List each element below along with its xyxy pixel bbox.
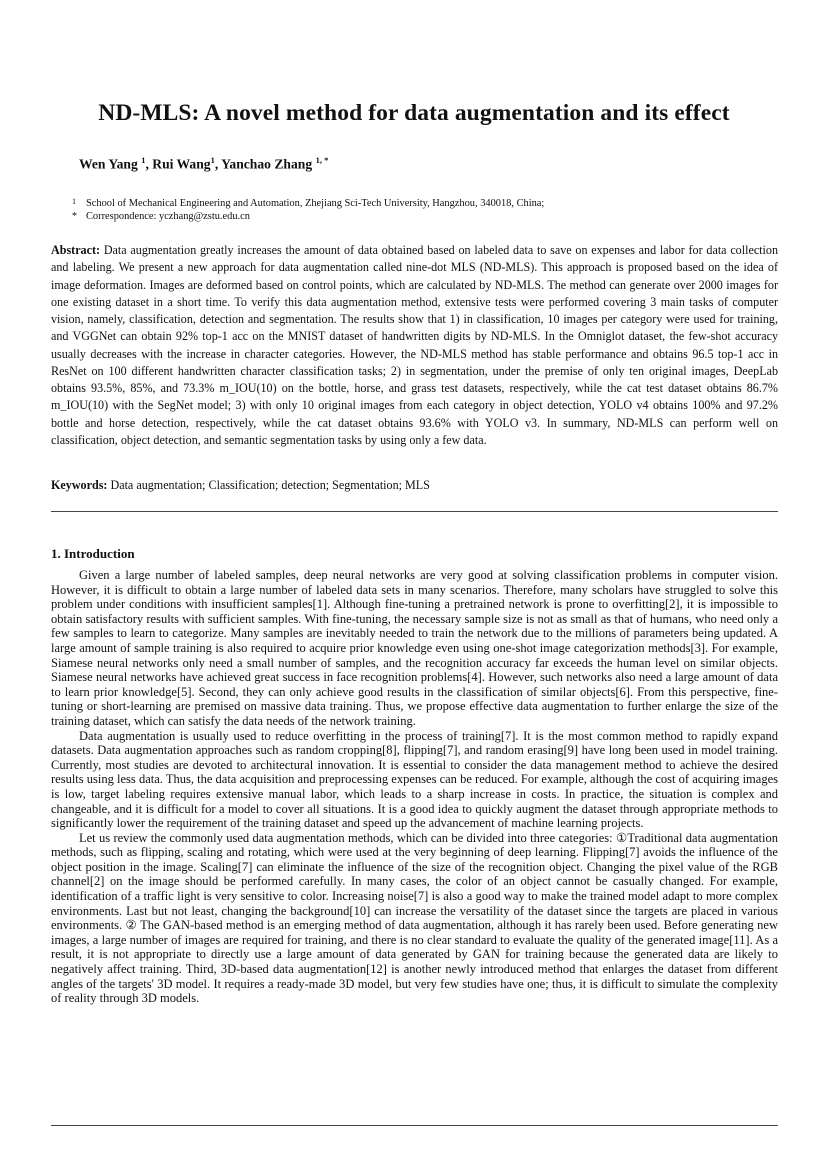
author-separator: , <box>214 156 222 172</box>
abstract-label: Abstract: <box>51 243 101 257</box>
affiliation-mark: 1 <box>72 197 76 206</box>
keywords <box>51 477 778 494</box>
body-paragraph: Let us review the commonly used data augmentation methods, which can be divided into three categories: ①Traditional data augmentation methods, such as flipping, scaling and rotating, which were used at the very beginning of deep learning. Flipping[7] avoids the influence of the object position in the image. Scaling[7] can eliminate the influence of the size of the recognition object. Changing the pixel value of the RGB channel[2] on the image should be performed carefully. In many cases, the color of an object cannot be casually changed. For example, identification of a traffic light is very sensitive to color. Increasing noise[7] is also a good way to make the trained model adapt to more complex environments. Last but not least, changing the background[10] can increase the versatility of the dataset since the targets are placed in various environments. ② The GAN-based method is an emerging method of data augmentation, although it has rarely been used. Before generating new images, a large number of images are required for training, and there is no clear standard to evaluate the quality of the generated image[11]. As a result, it is not appropriate to directly use a large amount of data generated by GAN for training because the generated data are likely to negatively affect training. Third, 3D-based data augmentation[12] is another newly introduced method that enlarges the dataset from different angles of the targets' 3D model. It requires a ready-made 3D model, but very few studies have one; thus, it is difficult to simulate the complexity of reality through 3D models. <box>51 830 778 1006</box>
footer-divider <box>51 1125 778 1126</box>
author-affiliation-mark: 1, * <box>315 155 329 165</box>
body-paragraph: Given a large number of labeled samples, deep neural networks are very good at solving classification problems in computer vision. However, it is difficult to obtain a large number of labeled data sets in many scenarios. Therefore, many scholars have struggled to solve this problem under conditions with insufficient samples[1]. Although fine-tuning a pretrained network is prone to overfitting[2], it is impossible to obtain satisfactory results with sufficient samples. With fine-tuning, the necessary sample size is not as small as that of humans, who need only a few samples to learn to categorize. Many samples are inevitably needed to train the network due to the millions of parameters being updated. A large amount of sample training is also required to acquire prior knowledge even using one-shot image categorization methods[3]. For example, Siamese neural networks only need a small number of samples, and the recognition accuracy far exceeds the human level on similar objects. Siamese neural networks have achieved great success in face recognition problems[4]. However, such networks also need a large amount of data to learn prior knowledge[5]. Second, they can only achieve good results in the classification of similar objects[6]. From this perspective, fine-tuning or short-learning are premised on massive data training. Thus, we propose effective data augmentation to further enlarge the size of the training dataset, which can satisfy the data needs of the network training. <box>51 568 778 728</box>
correspondence-line <box>72 210 250 224</box>
author-name: Rui Wang <box>152 156 211 172</box>
correspondence-mark: * <box>72 211 77 222</box>
abstract-text: Data augmentation greatly increases the amount of data obtained based on labeled data to save on expenses and labor for data collection and labeling. We present a new approach for data augmentation called nine-dot MLS (ND-MLS). This approach is proposed based on the idea of image deformation. Images are deformed based on control points, which are calculated by ND-MLS. The method can generate over 2000 images for one existing dataset in a short time. To verify this data augmentation method, extensive tests were performed covering 3 main tasks of computer vision, namely, classification, detection and segmentation. The results show that 1) in classification, 10 images per category were used for training, and VGGNet can obtain 92% top-1 acc on the MNIST dataset of handwritten digits by ND-MLS. In the Omniglot dataset, the few-shot accuracy usually decreases with the increase in character categories. However, the ND-MLS method has stable performance and obtains 96.5 top-1 acc in ResNet on 100 different handwritten character classification tasks; 2) in segmentation, under the premise of only ten original images, DeepLab obtains 93.5%, 85%, and 73.3% m_IOU(10) on the bottle, horse, and grass test datasets, respectively, while the cat test dataset obtains 86.7% m_IOU(10) with the SegNet model; 3) with only 10 original images from each category in object detection, YOLO v4 obtains 100% and 97.2% bottle and horse detection, respectively, while the cat dataset obtains 93.6% with YOLO v3. In summary, ND-MLS can perform well on classification, object detection, and semantic segmentation tasks by using only a few data. <box>51 243 778 447</box>
keywords-text: Data augmentation; Classification; detection; Segmentation; MLS <box>110 478 430 492</box>
section-body <box>51 568 778 1006</box>
affiliation-text: School of Mechanical Engineering and Automation, Zhejiang Sci-Tech University, Hangzhou, 340018, China; <box>86 198 545 209</box>
affiliation-line <box>72 195 544 211</box>
correspondence-text: Correspondence: yczhang@zstu.edu.cn <box>86 211 250 222</box>
author-affiliation-mark: 1 <box>210 155 215 165</box>
author-affiliation-mark: 1 <box>141 155 146 165</box>
keywords-label: Keywords: <box>51 478 108 492</box>
body-paragraph: Data augmentation is usually used to reduce overfitting in the process of training[7]. It is the most common method to rapidly expand datasets. Data augmentation approaches such as random cropping[8], flipping[7], and random erasing[9] have long been used in model training. Currently, most studies are devoted to architectural innovation. It is essential to consider the data management method to achieve the desired results using less data. Thus, the data acquisition and preprocessing expenses can be reduced. For example, although the cost of acquiring images is low, target labeling requires extensive manual labor, which leads to a sharp increase in costs. In practice, the situation is complex and changeable, and it is difficult for a model to cover all situations. It is a good idea to quickly augment the dataset through appropriate methods to significantly lower the requirement of the training dataset and speed up the advancement of machine learning projects. <box>51 728 778 831</box>
author-list <box>79 155 328 173</box>
author-separator: , <box>145 156 153 172</box>
abstract <box>51 242 778 449</box>
section-heading: 1. Introduction <box>51 546 135 561</box>
paper-title: ND-MLS: A novel method for data augmentation and its effect <box>98 100 730 126</box>
section-divider <box>51 511 778 512</box>
author-name: Yanchao Zhang <box>221 156 313 172</box>
author-name: Wen Yang <box>79 156 138 172</box>
